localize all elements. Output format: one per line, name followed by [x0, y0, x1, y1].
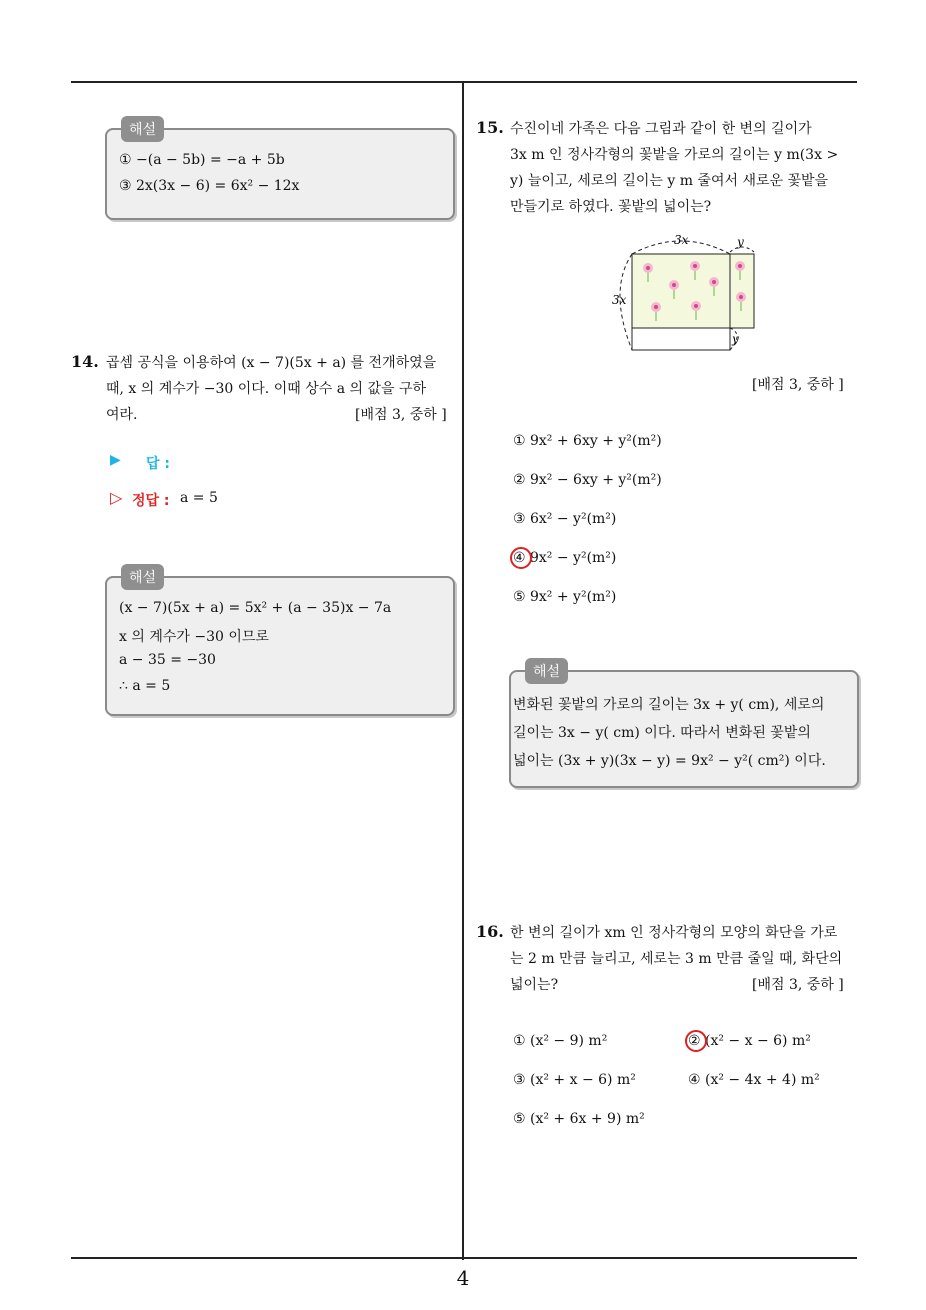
option-2[interactable]: ② (x² − x − 6) m² [688, 1033, 811, 1049]
bottom-rule [71, 1257, 857, 1259]
option-1[interactable]: ① 9x² + 6xy + y²(m²) [513, 433, 662, 449]
selected-answer-circle [685, 1030, 707, 1052]
question-line: 넓이는? [510, 977, 559, 993]
garden-figure [600, 230, 770, 360]
question-line: 곱셈 공식을 이용하여 (x − 7)(5x + a) 를 전개하였을 [106, 355, 437, 371]
column-divider [462, 82, 464, 1260]
explanation-line: 변화된 꽃밭의 가로의 길이는 3x + y( cm), 세로의 [513, 697, 825, 713]
explanation-tag: 해설 [121, 564, 164, 590]
correct-value: a = 5 [180, 490, 218, 506]
explanation-line: ∴ a = 5 [119, 678, 171, 694]
option-4[interactable]: ④ (x² − 4x + 4) m² [688, 1072, 820, 1088]
option-4[interactable]: ④ 9x² − y²(m²) [513, 550, 617, 566]
option-5[interactable]: ⑤ 9x² + y²(m²) [513, 589, 617, 605]
question-line: y) 늘이고, 세로의 길이는 y m 줄여서 새로운 꽃밭을 [510, 173, 829, 189]
explanation-line: 넓이는 (3x + y)(3x − y) = 9x² − y²( cm²) 이다. [513, 753, 826, 769]
explanation-line: ① −(a − 5b) = −a + 5b [119, 152, 285, 168]
option-3[interactable]: ③ 6x² − y²(m²) [513, 511, 617, 527]
question-number-16: 16. [476, 922, 504, 941]
page-number: 4 [456, 1266, 470, 1290]
top-rule [71, 81, 857, 83]
explanation-tag: 해설 [525, 658, 568, 684]
label-left: 3x [612, 293, 627, 307]
q13-explanation-box [105, 122, 455, 220]
explanation-line: ③ 2x(3x − 6) = 6x² − 12x [119, 178, 300, 194]
q14-explanation-box [105, 570, 455, 716]
option-3[interactable]: ③ (x² + x − 6) m² [513, 1072, 636, 1088]
label-right-top: y [737, 235, 744, 249]
grade-label-14: [배점 3, 중하 ] [355, 407, 447, 423]
grade-label-16: [배점 3, 중하 ] [752, 977, 844, 993]
question-line: 3x m 인 정사각형의 꽃밭을 가로의 길이는 y m(3x > [510, 147, 839, 163]
q15-explanation-box [509, 664, 859, 788]
explanation-line: x 의 계수가 −30 이므로 [119, 629, 269, 645]
answer-marker: ▶ [110, 452, 121, 468]
correct-label: 정답 : [132, 493, 170, 509]
label-top: 3x [674, 233, 689, 247]
question-line: 수진이네 가족은 다음 그림과 같이 한 변의 길이가 [510, 121, 812, 137]
question-text-15 [510, 116, 860, 220]
question-line: 여라. [106, 407, 138, 423]
explanation-tag: 해설 [121, 116, 164, 142]
correct-marker: ▷ [110, 488, 123, 507]
label-right-bottom: y [732, 332, 739, 346]
grade-label-15: [배점 3, 중하 ] [752, 377, 844, 393]
answer-label: 답 : [146, 456, 170, 472]
question-line: 만들기로 하였다. 꽃밭의 넓이는? [510, 199, 712, 215]
option-1[interactable]: ① (x² − 9) m² [513, 1033, 608, 1049]
removed-strip [632, 328, 730, 350]
option-2[interactable]: ② 9x² − 6xy + y²(m²) [513, 472, 662, 488]
question-number-15: 15. [476, 118, 504, 137]
option-5[interactable]: ⑤ (x² + 6x + 9) m² [513, 1111, 645, 1127]
question-number-14: 14. [71, 352, 99, 371]
answer-input[interactable] [180, 450, 300, 472]
question-line: 는 2 m 만큼 늘리고, 세로는 3 m 만큼 줄일 때, 화단의 [510, 951, 843, 967]
explanation-line: 길이는 3x − y( cm) 이다. 따라서 변화된 꽃밭의 [513, 725, 811, 741]
explanation-line: (x − 7)(5x + a) = 5x² + (a − 35)x − 7a [119, 600, 392, 616]
selected-answer-circle [510, 547, 532, 569]
question-line: 한 변의 길이가 xm 인 정사각형의 모양의 화단을 가로 [510, 925, 838, 941]
explanation-line: a − 35 = −30 [119, 652, 216, 668]
question-line: 때, x 의 계수가 −30 이다. 이때 상수 a 의 값을 구하 [106, 381, 427, 397]
